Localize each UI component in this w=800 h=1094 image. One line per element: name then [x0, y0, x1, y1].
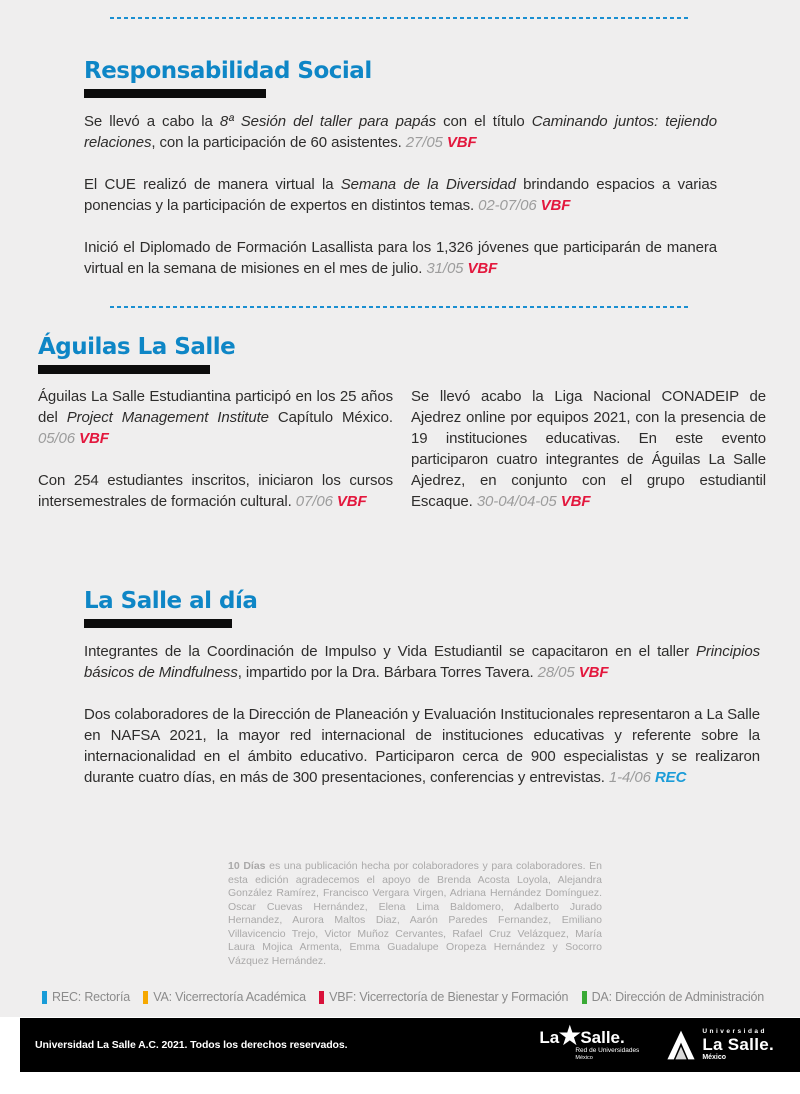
section-responsabilidad-social: [84, 58, 717, 300]
section-title: La Salle al día: [84, 588, 258, 614]
copyright-text: Universidad La Salle A.C. 2021. Todos los derechos reservados.: [35, 1039, 348, 1051]
text-segment: 10 Días: [228, 860, 266, 872]
text-segment: 27/05: [405, 134, 443, 151]
text-segment: es una publicación hecha por colaboradores y para colaboradores. En esta edición agradecemos el apoyo de Brenda Acosta Loyola, Alejandra González Ramírez, Francisco Vergara Virgen, Adriana Hernández Domínguez. Oscar Cuevas Hernández, Elena Lima Baldomero, Adalberto Jurado Hernandez, Aurora Maltos Diaz, Aarón Paredes Fernandez, Emiliano Villavicencio Trejo, Victor Muñoz Cervantes, Rafael Cruz Velázquez, María Laura Mojica Armenta, Emma Guadalupe Oropeza Hernández y Socorro Vázquez Hernández.: [228, 860, 603, 967]
news-paragraph: [84, 111, 717, 153]
text-segment: 8ª Sesión del taller para papás: [219, 113, 437, 130]
va-color-swatch: [143, 991, 148, 1004]
footer-zone: [0, 1017, 800, 1094]
vbf-color-swatch: [319, 991, 324, 1004]
two-column-layout: [38, 386, 766, 533]
left-column: [38, 386, 393, 533]
legend-item-va: [143, 990, 306, 1004]
legend-item-rec: [42, 990, 130, 1004]
section-aguilas-la-salle: [38, 334, 766, 533]
lasalle-network-logo: [539, 1019, 640, 1061]
logo-text: Salle.: [580, 1028, 625, 1047]
footer-logos: [539, 1019, 774, 1062]
section-title: Águilas La Salle: [38, 334, 236, 360]
title-underline-bar: [38, 365, 210, 374]
news-paragraph: [84, 237, 717, 279]
news-paragraph: [38, 470, 393, 512]
text-segment: El CUE realizó de manera virtual la: [84, 176, 341, 193]
text-segment: Inició el Diplomado de Formación Lasallista para los 1,326 jóvenes que participarán de manera virtual en la semana de misiones en el mes de julio.: [84, 239, 717, 277]
credits-note: [228, 860, 602, 968]
text-segment: Se llevó acabo la Liga Nacional CONADEIP de Ajedrez online por equipos 2021, con la presencia de 19 instituciones educativas. En este evento participaron cuatro integrantes de Águilas La Salle Ajedrez, en conjunto con el grupo estudiantil Escaque.: [411, 388, 766, 510]
text-segment: VBF: [446, 134, 477, 151]
logo-text: La: [539, 1028, 560, 1047]
text-segment: 05/06: [38, 430, 76, 447]
text-segment: Se llevó a cabo la: [84, 113, 220, 130]
right-column: [411, 386, 766, 533]
text-segment: 31/05: [426, 260, 464, 277]
logo-text: La Salle.: [702, 1035, 774, 1055]
section-la-salle-al-dia: [84, 588, 760, 809]
divider-dashed-top: [110, 17, 688, 19]
text-segment: Capítulo México.: [268, 409, 393, 426]
text-segment: Caminando juntos: tejiendo relaciones: [84, 113, 718, 151]
legend-item-da: [582, 990, 764, 1004]
lasalle-mexico-wordmark: [702, 1029, 774, 1062]
text-segment: 1-4/06: [608, 769, 651, 786]
logo-subtitle: México: [575, 1054, 593, 1061]
text-segment: VBF: [560, 493, 591, 510]
logo-top-text: Universidad: [702, 1027, 768, 1035]
text-segment: VBF: [336, 493, 367, 510]
star-icon: ★: [557, 1019, 583, 1051]
rec-color-swatch: [42, 991, 47, 1004]
news-paragraph: [411, 386, 766, 512]
text-segment: Project Management Institute: [66, 409, 269, 426]
text-segment: Dos colaboradores de la Dirección de Planeación y Evaluación Institucionales representaron a La Salle en NAFSA 2021, la mayor red internacional de instituciones educativas y referente sobre la internacionalidad en el ámbito educativo. Participaron cerca de 900 especialistas y se realizaron durante cuatro días, en más de 300 presentaciones, conferencias y entrevistas.: [84, 706, 760, 786]
lasalle-emblem-icon: [665, 1029, 697, 1061]
divider-dashed-middle: [110, 306, 688, 308]
text-segment: Águilas La Salle Estudiantina participó en los 25 años del: [38, 388, 393, 426]
legend-item-vbf: [319, 990, 568, 1004]
text-segment: VBF: [540, 197, 571, 214]
text-segment: 30-04/04-05: [476, 493, 557, 510]
text-segment: VBF: [79, 430, 109, 447]
text-segment: Semana de la Diversidad: [340, 176, 516, 193]
legend-label: DA: Dirección de Administración: [591, 990, 764, 1004]
news-paragraph: [84, 174, 717, 216]
news-paragraph: [84, 704, 760, 788]
footer-bar: [20, 1018, 800, 1072]
text-segment: REC: [654, 769, 687, 786]
title-underline-bar: [84, 89, 266, 98]
text-segment: , con la participación de 60 asistentes.: [151, 134, 406, 151]
text-segment: con el título: [436, 113, 532, 130]
text-segment: VBF: [578, 664, 609, 681]
text-segment: 28/05: [537, 664, 575, 681]
text-segment: Principios básicos de Mindfulness: [84, 643, 760, 681]
text-segment: , impartido por la Dra. Bárbara Torres Tavera.: [237, 664, 538, 681]
text-segment: VBF: [467, 260, 498, 277]
text-segment: brindando espacios a varias ponencias y la participación de expertos en distintos temas.: [84, 176, 718, 214]
credits-text: [228, 860, 602, 968]
news-paragraph: [84, 641, 760, 683]
text-segment: 07/06: [295, 493, 333, 510]
text-segment: 02-07/06: [478, 197, 537, 214]
da-color-swatch: [582, 991, 587, 1004]
legend-label: VA: Vicerrectoría Académica: [153, 990, 306, 1004]
lasalle-mexico-logo: [665, 1029, 774, 1062]
legend-label: REC: Rectoría: [52, 990, 130, 1004]
news-paragraph: [38, 386, 393, 449]
text-segment: Integrantes de la Coordinación de Impulso y Vida Estudiantil se capacitaron en el taller: [84, 643, 696, 660]
section-title: Responsabilidad Social: [84, 58, 372, 84]
logo-subtitle: Red de Universidades: [575, 1047, 640, 1054]
legend-label: VBF: Vicerrectoría de Bienestar y Formación: [329, 990, 569, 1004]
legend: [42, 990, 764, 1004]
text-segment: Con 254 estudiantes inscritos, iniciaron los cursos intersemestrales de formación cultural.: [38, 472, 393, 510]
logo-subtitle: México: [702, 1054, 727, 1062]
title-underline-bar: [84, 619, 232, 628]
